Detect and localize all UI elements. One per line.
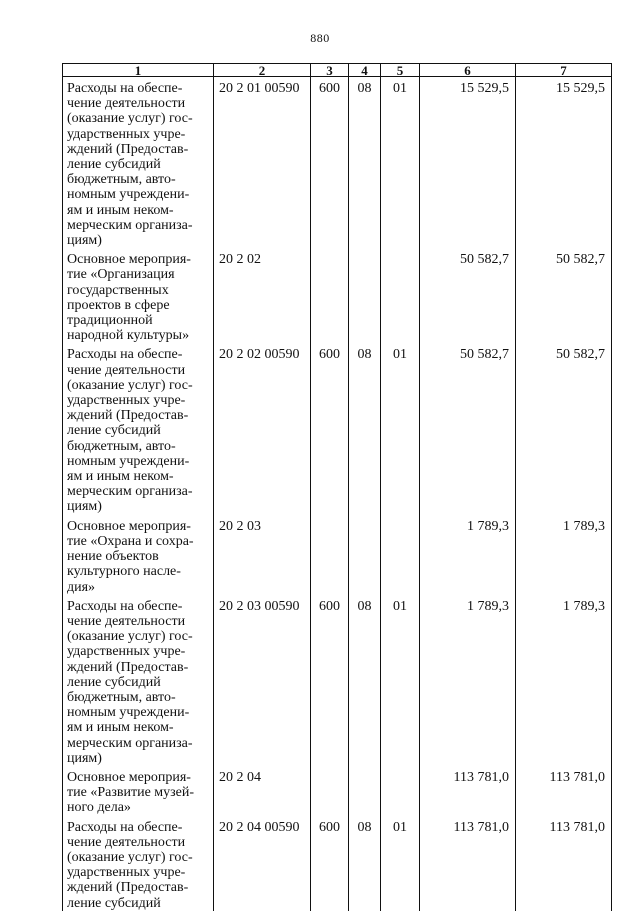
- cell-amount-col7: 1 789,3: [516, 515, 612, 595]
- cell-section: [349, 515, 381, 595]
- expense-name-line: Расходы на обеспе-: [67, 598, 183, 614]
- expense-name-line: мерческим организа-: [67, 735, 193, 751]
- expense-name-line: тие «Организация: [67, 267, 175, 283]
- table-row: [63, 515, 612, 595]
- cell-amount-col6: 50 582,7: [420, 343, 516, 514]
- header-col-4: 4: [349, 64, 381, 77]
- table-row: [63, 77, 612, 249]
- header-col-5: 5: [381, 64, 420, 77]
- cell-expense-name: [63, 766, 214, 816]
- cell-section: [349, 248, 381, 343]
- cell-target-code: 20 2 04: [214, 766, 311, 816]
- cell-amount-col7: 113 781,0: [516, 766, 612, 816]
- cell-expense-type: 600: [311, 595, 349, 766]
- expense-name-line: тие «Охрана и сохра-: [67, 533, 194, 549]
- cell-amount-col7: 15 529,5: [516, 77, 612, 249]
- cell-amount-col7: 50 582,7: [516, 248, 612, 343]
- expense-name-line: циям): [67, 233, 102, 249]
- cell-expense-name: [63, 77, 214, 249]
- expense-name-line: чение деятельности: [67, 613, 186, 629]
- header-col-6: 6: [420, 64, 516, 77]
- expense-name-line: ям и иным неком-: [67, 720, 174, 736]
- expense-name-line: чение деятельности: [67, 96, 186, 112]
- cell-expense-type: 600: [311, 343, 349, 514]
- expense-name-line: ям и иным неком-: [67, 469, 174, 485]
- expense-name-line: ление субсидий: [67, 157, 161, 173]
- cell-amount-col6: 50 582,7: [420, 248, 516, 343]
- expense-name-line: ление субсидий: [67, 895, 161, 911]
- header-col-1: 1: [63, 64, 214, 77]
- cell-expense-name: [63, 595, 214, 766]
- expense-name-line: проектов в сфере: [67, 297, 170, 313]
- expense-name-line: ударственных учре-: [67, 644, 186, 660]
- cell-target-code: 20 2 03 00590: [214, 595, 311, 766]
- expense-name-line: Расходы на обеспе-: [67, 81, 183, 96]
- expense-name-line: номным учреждени-: [67, 187, 190, 203]
- cell-expense-name: [63, 515, 214, 595]
- cell-target-code: 20 2 01 00590: [214, 77, 311, 249]
- expense-name-line: номным учреждени-: [67, 705, 190, 721]
- table-header: [63, 64, 612, 77]
- expense-name-line: ям и иным неком-: [67, 202, 174, 218]
- expense-name-line: бюджетным, авто-: [67, 689, 176, 705]
- page-number: 880: [310, 31, 330, 45]
- expense-name-line: чение деятельности: [67, 362, 186, 378]
- expense-name-line: традиционной: [67, 313, 153, 329]
- header-col-2: 2: [214, 64, 311, 77]
- table-row: [63, 766, 612, 816]
- cell-amount-col7: 1 789,3: [516, 595, 612, 766]
- cell-amount-col7: 50 582,7: [516, 343, 612, 514]
- cell-subsection: [381, 515, 420, 595]
- cell-subsection: 01: [381, 595, 420, 766]
- expense-name-line: Основное мероприя-: [67, 518, 191, 534]
- expense-name-line: (оказание услуг) гос-: [67, 629, 193, 645]
- cell-subsection: 01: [381, 77, 420, 249]
- expense-name-line: ждений (Предостав-: [67, 141, 189, 157]
- table-row: [63, 248, 612, 343]
- cell-subsection: [381, 248, 420, 343]
- expense-name-line: (оказание услуг) гос-: [67, 111, 193, 127]
- cell-expense-name: [63, 816, 214, 911]
- expense-name-line: мерческим организа-: [67, 484, 193, 500]
- expense-name-line: нение объектов: [67, 549, 159, 565]
- cell-subsection: 01: [381, 816, 420, 911]
- expense-name-line: мерческим организа-: [67, 217, 193, 233]
- cell-amount-col6: 15 529,5: [420, 77, 516, 249]
- cell-target-code: 20 2 03: [214, 515, 311, 595]
- expense-name-line: ударственных учре-: [67, 865, 186, 881]
- cell-expense-name: [63, 248, 214, 343]
- cell-target-code: 20 2 04 00590: [214, 816, 311, 911]
- cell-target-code: 20 2 02 00590: [214, 343, 311, 514]
- table-row: [63, 816, 612, 911]
- expense-name-line: циям): [67, 750, 102, 766]
- expense-name-line: тие «Развитие музей-: [67, 785, 195, 801]
- expense-name-line: номным учреждени-: [67, 453, 190, 469]
- expense-name-line: ударственных учре-: [67, 126, 186, 142]
- header-col-7: 7: [516, 64, 612, 77]
- expense-name-line: ление субсидий: [67, 674, 161, 690]
- budget-table: [62, 63, 612, 911]
- cell-section: 08: [349, 816, 381, 911]
- expense-name-line: государственных: [67, 282, 169, 298]
- expense-name-line: (оказание услуг) гос-: [67, 849, 193, 865]
- expense-name-line: бюджетным, авто-: [67, 438, 176, 454]
- table-row: [63, 595, 612, 766]
- expense-name-line: Расходы на обеспе-: [67, 819, 183, 835]
- expense-name-line: ждений (Предостав-: [67, 408, 189, 424]
- expense-name-line: ждений (Предостав-: [67, 659, 189, 675]
- expense-name-line: ждений (Предостав-: [67, 880, 189, 896]
- table-body: [63, 77, 612, 911]
- cell-expense-type: [311, 766, 349, 816]
- cell-expense-name: [63, 343, 214, 514]
- cell-amount-col6: 1 789,3: [420, 595, 516, 766]
- expense-name-line: ление субсидий: [67, 423, 161, 439]
- expense-name-line: дия»: [67, 579, 96, 595]
- expense-name-line: Расходы на обеспе-: [67, 347, 183, 363]
- cell-expense-type: 600: [311, 816, 349, 911]
- expense-name-line: народной культуры»: [67, 328, 190, 344]
- expense-name-line: Основное мероприя-: [67, 252, 191, 268]
- expense-name-line: ного дела»: [67, 800, 131, 816]
- cell-expense-type: 600: [311, 77, 349, 249]
- cell-subsection: [381, 766, 420, 816]
- cell-section: 08: [349, 77, 381, 249]
- cell-section: 08: [349, 595, 381, 766]
- expense-name-line: (оказание услуг) гос-: [67, 377, 193, 393]
- expense-name-line: чение деятельности: [67, 834, 186, 850]
- cell-expense-type: [311, 248, 349, 343]
- cell-target-code: 20 2 02: [214, 248, 311, 343]
- cell-section: [349, 766, 381, 816]
- cell-amount-col6: 113 781,0: [420, 766, 516, 816]
- cell-amount-col6: 1 789,3: [420, 515, 516, 595]
- expense-name-line: Основное мероприя-: [67, 769, 191, 785]
- cell-section: 08: [349, 343, 381, 514]
- header-row: [63, 64, 612, 77]
- cell-amount-col6: 113 781,0: [420, 816, 516, 911]
- cell-expense-type: [311, 515, 349, 595]
- header-col-3: 3: [311, 64, 349, 77]
- cell-amount-col7: 113 781,0: [516, 816, 612, 911]
- expense-name-line: ударственных учре-: [67, 393, 186, 409]
- expense-name-line: бюджетным, авто-: [67, 172, 176, 188]
- expense-name-line: циям): [67, 499, 102, 515]
- table-row: [63, 343, 612, 514]
- expense-name-line: культурного насле-: [67, 564, 181, 580]
- cell-subsection: 01: [381, 343, 420, 514]
